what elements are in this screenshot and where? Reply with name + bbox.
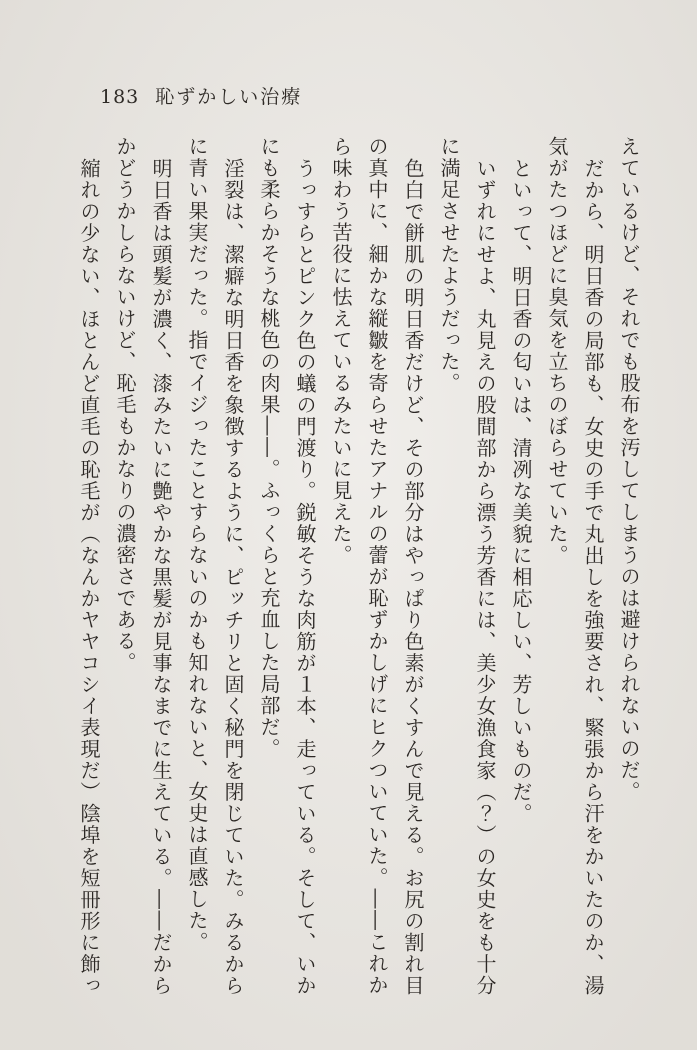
text-line: だから、明日香の局部も、女史の手で丸出しを強要され、緊張から汗をかいたのか、湯 (581, 158, 605, 997)
text-line: 縮れの少ない、ほとんど直毛の恥毛が（なんかヤヤコシイ表現だ）陰埠を短冊形に飾っ (77, 158, 101, 997)
text-line: いずれにせよ、丸見えの股間部から漂う芳香には、美少女漁食家（？）の女史をも十分 (473, 158, 497, 997)
page-header (100, 82, 302, 109)
text-line: えているけど、それでも股布を汚してしまうのは避けられないのだ。 (617, 136, 641, 803)
text-line: といって、明日香の匂いは、清冽な美貌に相応しい、芳しいものだ。 (509, 158, 533, 825)
text-line: に青い果実だった。指でイジったことすらないのかも知れないと、女史は直感した。 (185, 136, 209, 953)
text-line: 気がたつほどに臭気を立ちのぼらせていた。 (545, 136, 569, 566)
text-line: 明日香は頭髪が濃く、漆みたいに艶やかな黒髪が見事なまでに生えている。――だから (149, 158, 173, 997)
page-number: 183 (100, 86, 140, 108)
text-line: にも柔らかそうな桃色の肉果――。ふっくらと充血した局部だ。 (257, 136, 281, 760)
text-line: に満足させたようだった。 (437, 136, 461, 394)
text-line: かどうかしらないけど、恥毛もかなりの濃密さである。 (113, 136, 137, 674)
text-line: 色白で餅肌の明日香だけど、その部分はやっぱり色素がくすんで見える。お尻の割れ目 (401, 158, 425, 997)
text-line: の真中に、細かな縦皺を寄らせたアナルの蕾が恥ずかしげにヒクついていた。――これか (365, 136, 389, 996)
text-line: うっすらとピンク色の蟻の門渡り。鋭敏そうな肉筋が１本、走っている。そして、いか (293, 158, 317, 997)
text-line: 淫裂は、潔癖な明日香を象徴するように、ピッチリと固く秘門を閉じていた。みるから (221, 158, 245, 997)
text-line: ら味わう苦役に怯えているみたいに見えた。 (329, 136, 353, 566)
text-columns (71, 136, 647, 1014)
chapter-title: 恥ずかしい治療 (155, 86, 303, 108)
